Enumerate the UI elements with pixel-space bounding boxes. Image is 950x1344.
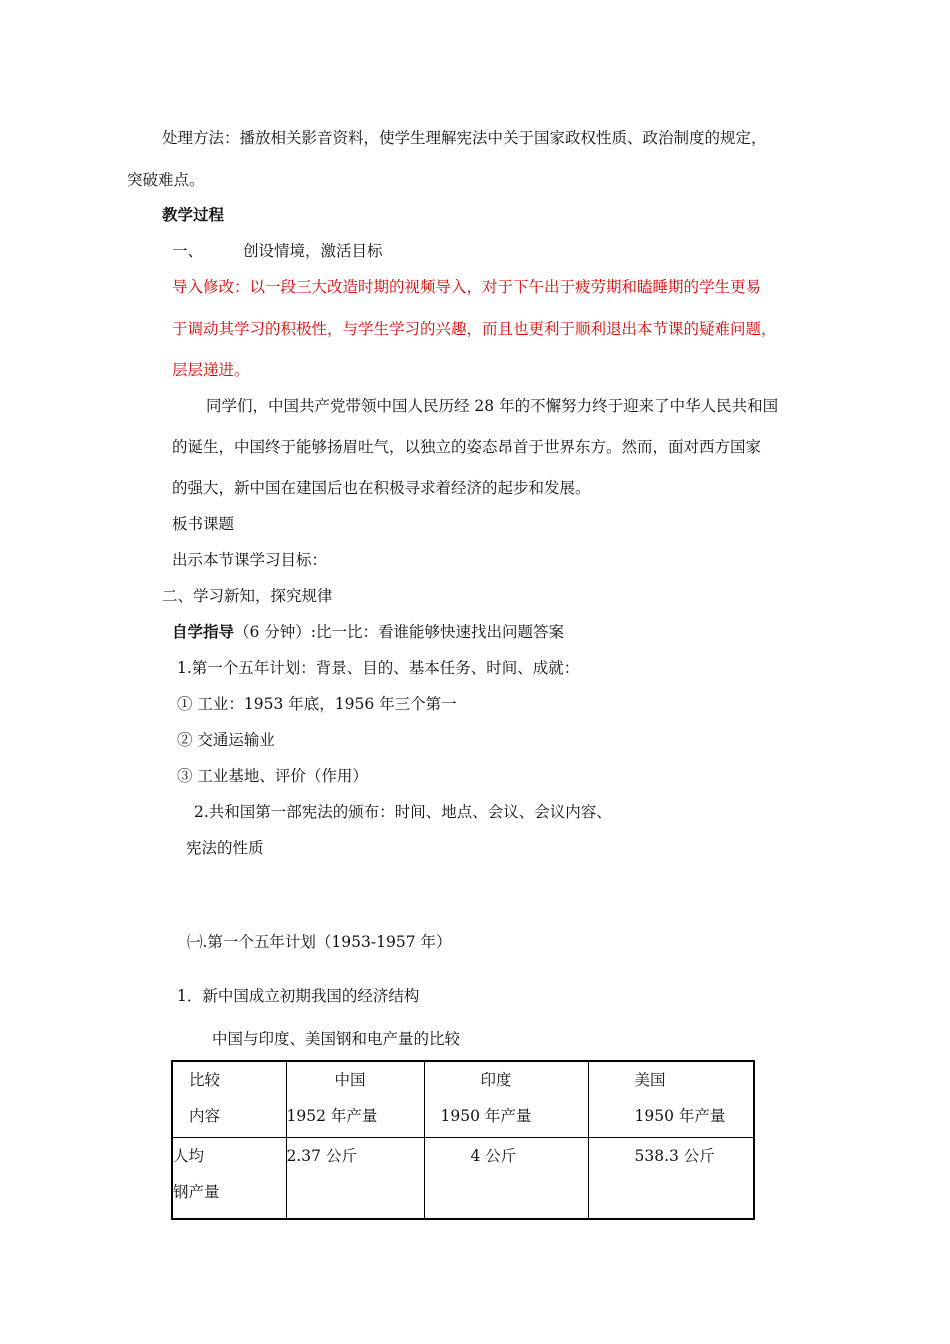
red-note-text-b: 的疑难问题， (683, 320, 777, 338)
header-india-line2: 1950 年产量 (440, 1107, 532, 1125)
red-note-text-a: 于调动其学习的积极性，与学生学习的兴趣，而且也更利于顺利退出本节课 (172, 320, 684, 338)
header-usa-line2: 1950 年产量 (634, 1107, 726, 1125)
question-2: 2.共和国第一部宪法的颁布：时间、地点、会议、会议内容、 (194, 803, 612, 821)
header-china-line1: 中国 (334, 1071, 366, 1089)
red-note-line-1: 导入修改：以一段三大改造时期的视频导入，对于下午出于疲劳期和瞌睡期的学生更易 (172, 278, 762, 296)
self-study-text: （6 分钟）:比一比：看谁能够快速找出问题答案 (234, 623, 565, 641)
row-label-line1: 人均 (173, 1146, 205, 1165)
usa-value-cell (588, 1137, 754, 1219)
header-compare-line2: 内容 (189, 1107, 221, 1125)
red-note-line-2 (172, 319, 777, 339)
question-1-item-a: ① 工业：1953 年底，1956 年三个第一 (177, 695, 457, 713)
show-goals: 出示本节课学习目标： (172, 551, 328, 569)
question-1: 1.第一个五年计划：背景、目的、基本任务、时间、成就： (177, 659, 580, 677)
step1-heading (172, 241, 383, 261)
row-label-line2: 钢产量 (173, 1182, 220, 1201)
question-1-item-b: ② 交通运输业 (177, 731, 275, 749)
question-1-item-c: ③ 工业基地、评价（作用） (177, 767, 368, 785)
header-cell-india (424, 1061, 588, 1137)
header-china-line2: 1952 年产量 (286, 1107, 378, 1125)
self-study-line (172, 622, 564, 642)
board-title: 板书课题 (172, 515, 235, 533)
china-value: 2.37 公斤 (286, 1146, 357, 1165)
header-cell-compare (172, 1061, 286, 1137)
step1-number: 一、 (172, 242, 204, 260)
method-text-a: 处理方法：播放相关影音资料，使学生理解宪法中 (162, 129, 504, 147)
process-heading: 教学过程 (162, 206, 225, 224)
table-row (172, 1137, 754, 1219)
header-cell-china (286, 1061, 424, 1137)
red-note-line-3: 层层递进。 (172, 361, 250, 379)
table-header-row (172, 1061, 754, 1137)
header-cell-usa (588, 1061, 754, 1137)
self-study-label: 自学指导 (172, 623, 235, 641)
india-value-cell (424, 1137, 588, 1219)
usa-value: 538.3 公斤 (634, 1146, 715, 1165)
method-line-1 (162, 128, 767, 148)
step1-title: 创设情境，激活目标 (243, 242, 383, 260)
india-value: 4 公斤 (470, 1146, 517, 1165)
comparison-table (171, 1060, 755, 1220)
header-compare-line1: 比较 (189, 1071, 221, 1089)
china-value-cell (286, 1137, 424, 1219)
question-2-continued: 宪法的性质 (186, 839, 264, 857)
intro-line-2: 的诞生，中国终于能够扬眉吐气，以独立的姿态昂首于世界东方。然而，面对西方国家 (172, 438, 762, 456)
header-usa-line1: 美国 (634, 1071, 666, 1089)
step2-heading: 二、学习新知，探究规律 (162, 587, 333, 605)
method-text-b: 关于国家政权性质、政治制度的规定， (503, 129, 767, 147)
table-caption: 中国与印度、美国钢和电产量的比较 (212, 1030, 461, 1048)
subsection-heading-1: 1．新中国成立初期我国的经济结构 (177, 987, 420, 1005)
row-label-cell (172, 1137, 286, 1219)
header-india-line1: 印度 (480, 1071, 512, 1089)
section-heading-1: ㈠.第一个五年计划（1953-1957 年） (187, 933, 452, 951)
intro-line-1: 同学们，中国共产党带领中国人民历经 28 年的不懈努力终于迎来了中华人民共和国 (206, 397, 779, 415)
intro-line-3: 的强大，新中国在建国后也在积极寻求着经济的起步和发展。 (172, 479, 591, 497)
method-line-2: 突破难点。 (127, 171, 205, 189)
